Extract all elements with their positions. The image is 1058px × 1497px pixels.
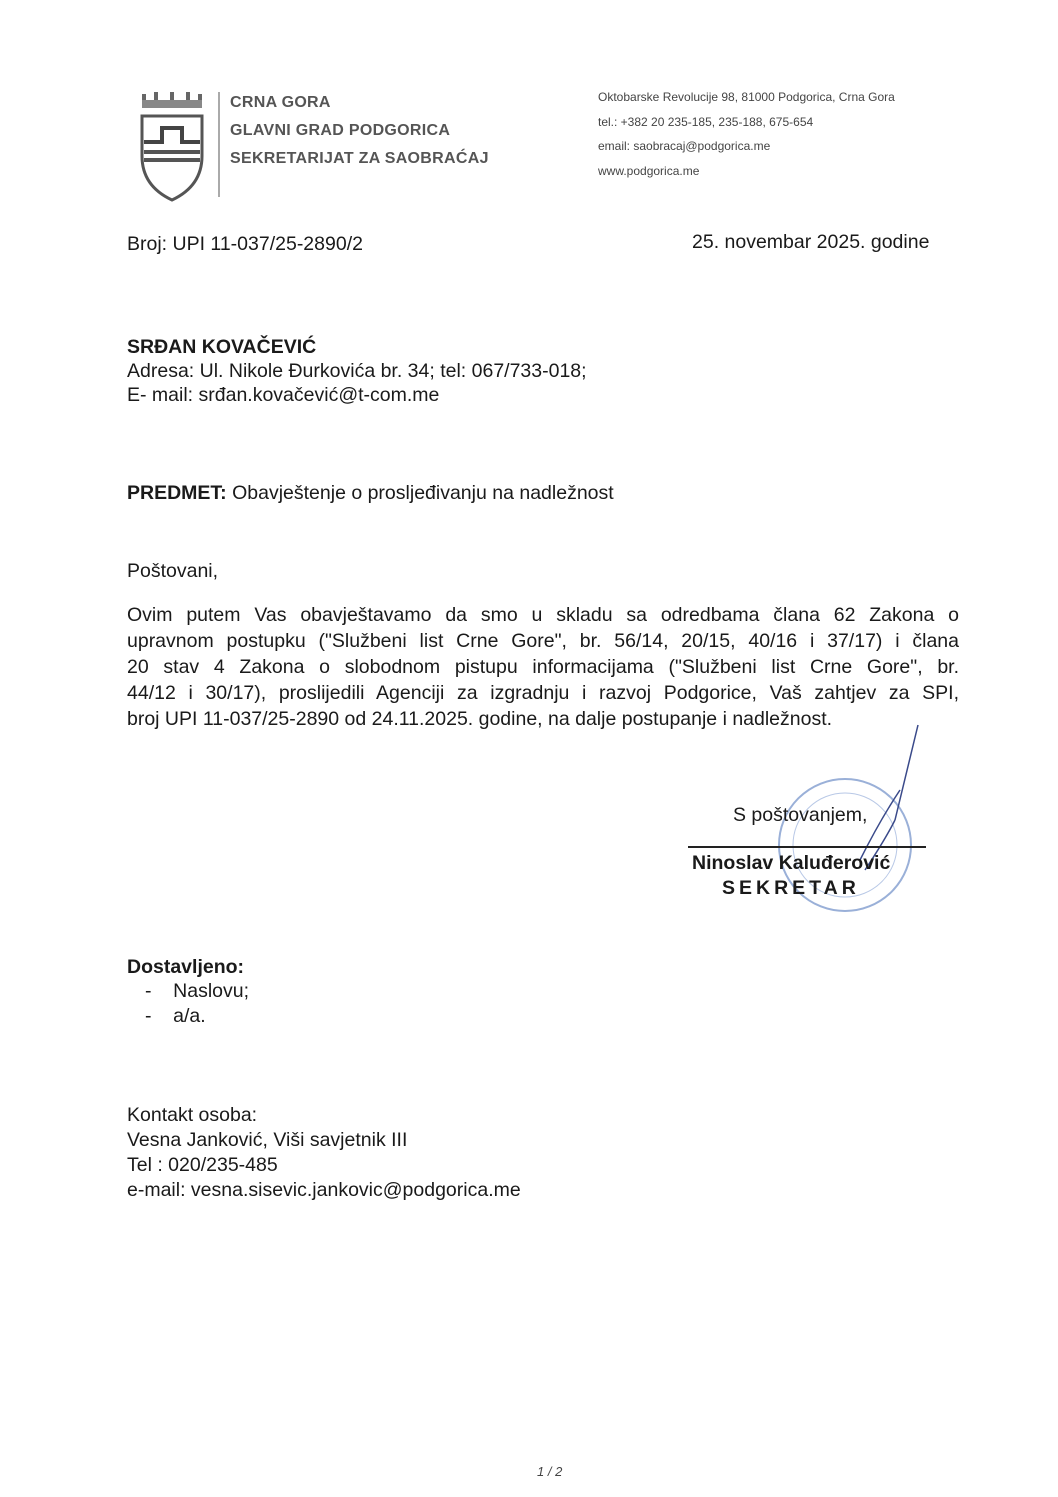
letterhead-divider [218,92,220,197]
recipient-name: SRĐAN KOVAČEVIĆ [127,336,317,358]
city-name: GLAVNI GRAD PODGORICA [230,122,451,139]
reference-number: Broj: UPI 11-037/25-2890/2 [127,233,363,255]
contact-phone: Tel : 020/235-485 [127,1154,278,1176]
body-line: 20 stav 4 Zakona o slobodnom pistupu informacijama ("Službeni list Crne Gore", br. [127,656,959,678]
body-line: broj UPI 11-037/25-2890 od 24.11.2025. godine, na dalje postupanje i nadležnost. [127,708,833,730]
contact-person: Vesna Janković, Viši savjetnik III [127,1129,408,1151]
body-paragraph [127,602,959,732]
website: www.podgorica.me [598,164,700,178]
delivered-label: Dostavljeno: [127,956,245,978]
recipient-address: Adresa: Ul. Nikole Đurkovića br. 34; tel: 067/733-018; [127,360,587,382]
recipient-email: E- mail: srđan.kovačević@t-com.me [127,384,440,406]
department-name: SEKRETARIJAT ZA SAOBRAĆAJ [230,150,489,167]
body-line: upravnom postupku ("Službeni list Crne Gore", br. 56/14, 20/15, 40/16 i 37/17) i člana [127,630,959,652]
email: email: saobracaj@podgorica.me [598,139,771,153]
letter-date: 25. novembar 2025. godine [692,231,930,253]
contact-email: e-mail: vesna.sisevic.jankovic@podgorica.me [127,1179,521,1201]
subject [127,482,614,505]
page-number: 1 / 2 [537,1464,563,1479]
body-line: 44/12 i 30/17), proslijedili Agenciji za izgradnju i razvoj Podgorice, Vaš zahtjev za SPI, [127,682,959,704]
subject-label: PREDMET: [127,482,227,504]
delivered-item: - Naslovu; [145,980,250,1002]
subject-text: Obavještenje o prosljeđivanju na nadležnost [226,482,614,504]
contact-label: Kontakt osoba: [127,1104,258,1126]
signatory-title: SEKRETAR [722,877,860,899]
phone: tel.: +382 20 235-185, 235-188, 675-654 [598,115,814,129]
country-name: CRNA GORA [230,94,331,111]
greeting: Poštovani, [127,560,219,582]
closing: S poštovanjem, [733,804,868,826]
body-line: Ovim putem Vas obavještavamo da smo u skladu sa odredbama člana 62 Zakona o [127,604,959,626]
address: Oktobarske Revolucije 98, 81000 Podgorica, Crna Gora [598,90,895,104]
delivered-item: - a/a. [145,1005,206,1027]
signature-line [688,846,926,848]
signatory-name: Ninoslav Kaluđerović [692,852,891,874]
coat-of-arms-logo [138,92,206,202]
